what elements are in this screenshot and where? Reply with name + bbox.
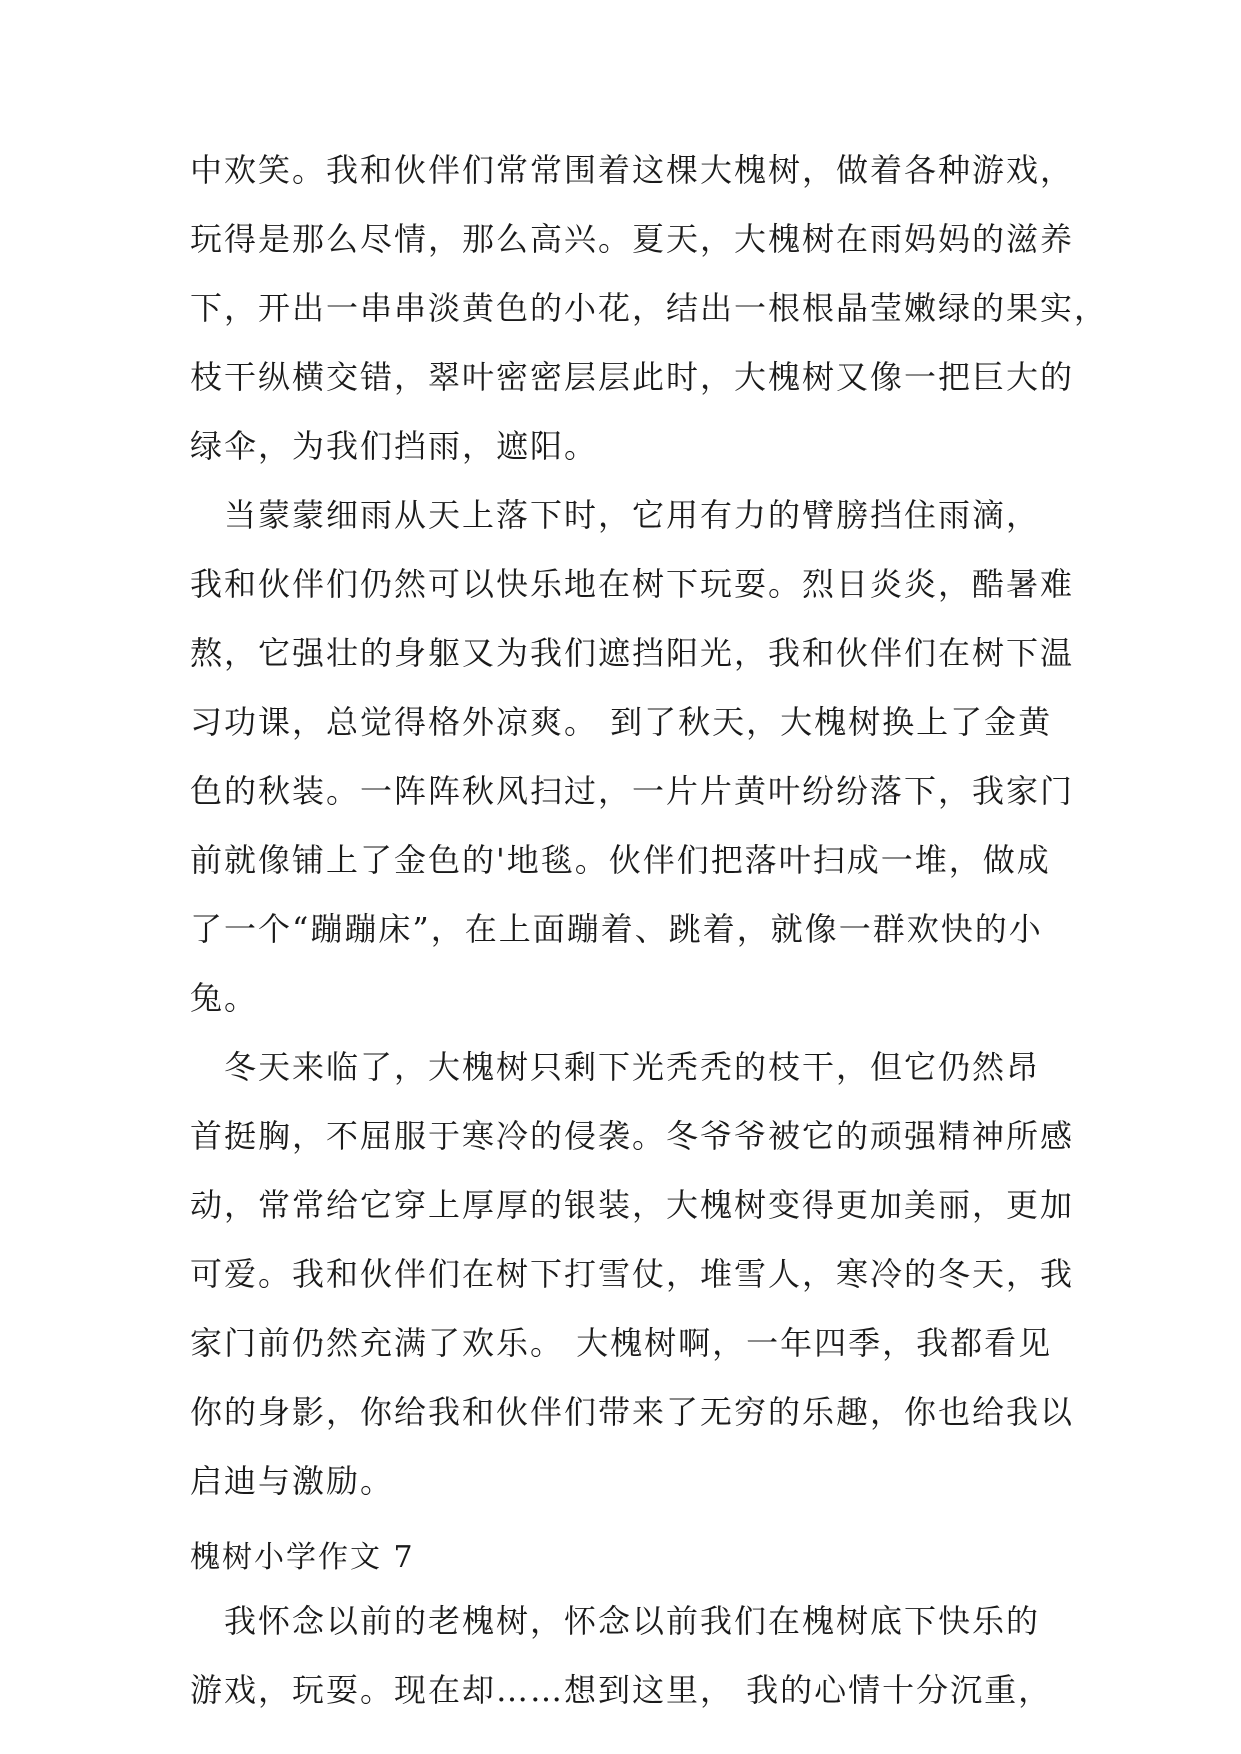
text-line: 动，常常给它穿上厚厚的银装，大槐树变得更加美丽，更加 <box>190 1186 1075 1224</box>
text-line: 冬天来临了，大槐树只剩下光秃秃的枝干，但它仍然昂 <box>190 1048 1041 1086</box>
text-line: 我怀念以前的老槐树，怀念以前我们在槐树底下快乐的 <box>190 1602 1041 1640</box>
text-line: 熬，它强壮的身躯又为我们遮挡阳光，我和伙伴们在树下温 <box>190 634 1075 672</box>
text-line: 色的秋装。一阵阵秋风扫过，一片片黄叶纷纷落下，我家门 <box>190 772 1075 810</box>
text-line: 游戏，玩耍。现在却……想到这里， 我的心情十分沉重， <box>190 1671 1053 1709</box>
text-line: 绿伞，为我们挡雨，遮阳。 <box>190 427 599 465</box>
text-line: 兔。 <box>190 979 259 1017</box>
text-line: 家门前仍然充满了欢乐。 大槐树啊，一年四季，我都看见 <box>190 1324 1053 1362</box>
section-heading: 槐树小学作文 7 <box>190 1540 415 1575</box>
text-line: 首挺胸，不屈服于寒冷的侵袭。冬爷爷被它的顽强精神所感 <box>190 1117 1075 1155</box>
text-line: 玩得是那么尽情，那么高兴。夏天，大槐树在雨妈妈的滋养 <box>190 220 1075 258</box>
text-line: 了一个“蹦蹦床”，在上面蹦着、跳着，就像一群欢快的小 <box>190 910 1043 948</box>
text-line: 你的身影，你给我和伙伴们带来了无穷的乐趣，你也给我以 <box>190 1393 1075 1431</box>
text-line: 当蒙蒙细雨从天上落下时，它用有力的臂膀挡住雨滴， <box>190 496 1041 534</box>
text-line: 前就像铺上了金色的'地毯。伙伴们把落叶扫成一堆，做成 <box>190 841 1051 879</box>
text-line: 枝干纵横交错，翠叶密密层层此时，大槐树又像一把巨大的 <box>190 358 1075 396</box>
text-line: 启迪与激励。 <box>190 1462 395 1500</box>
text-line: 习功课，总觉得格外凉爽。 到了秋天，大槐树换上了金黄 <box>190 703 1053 741</box>
text-line: 下，开出一串串淡黄色的小花，结出一根根晶莹嫩绿的果实， <box>190 289 1109 327</box>
text-line: 中欢笑。我和伙伴们常常围着这棵大槐树，做着各种游戏， <box>190 151 1075 189</box>
text-line: 可爱。我和伙伴们在树下打雪仗，堆雪人，寒冷的冬天，我 <box>190 1255 1075 1293</box>
text-line: 我和伙伴们仍然可以快乐地在树下玩耍。烈日炎炎，酷暑难 <box>190 565 1075 603</box>
